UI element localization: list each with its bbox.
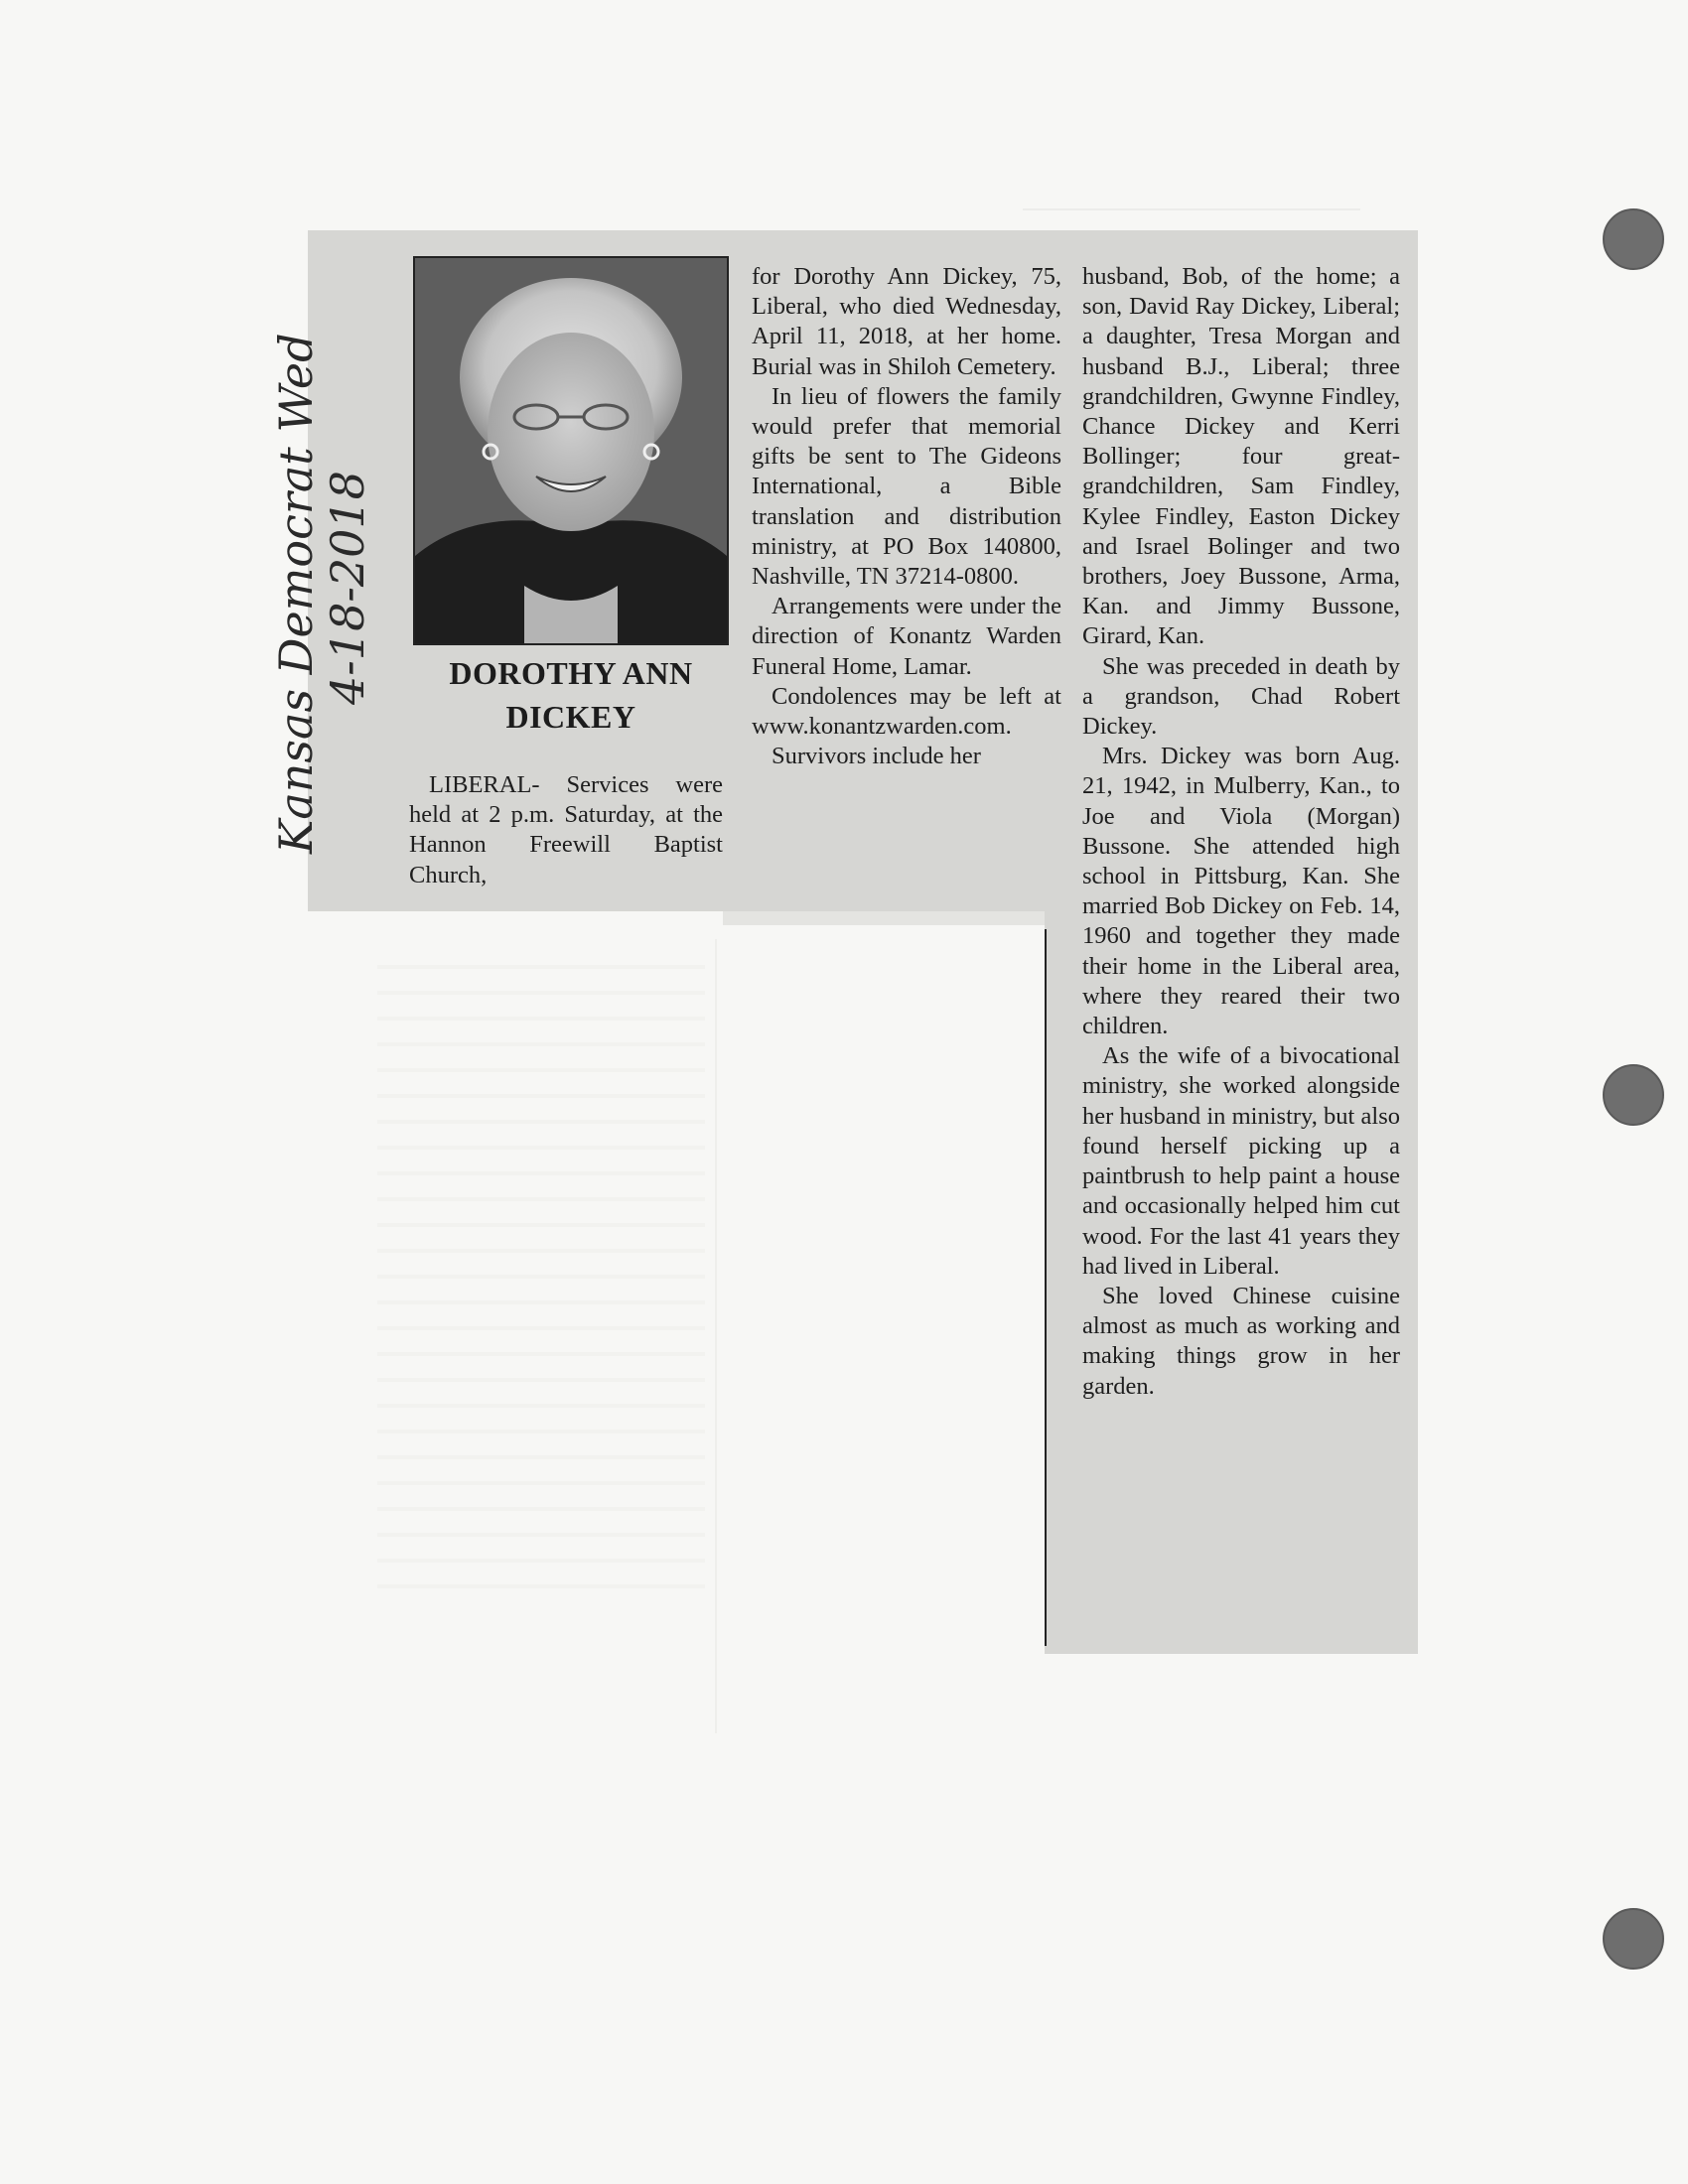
portrait-illustration bbox=[415, 258, 727, 643]
paragraph: As the wife of a bivocational ministry, she worked alongside her husband in ministry, but also found herself picking up a paintbrush to help paint a house and occasionally helped him cut wood. For the last 41 years they had lived in Liberal. bbox=[1082, 1042, 1400, 1280]
portrait-photo bbox=[413, 256, 729, 645]
paragraph: She loved Chinese cuisine almost as much as working and making things grow in her garden. bbox=[1082, 1282, 1400, 1400]
paragraph: Condolences may be left at www.konantzwarden.com. bbox=[752, 682, 1061, 741]
paragraph: In lieu of flowers the family would prefer that memorial gifts be sent to The Gideons International, a Bible translation and distribution ministry, at PO Box 140800, Nashville, TN 37214-0800. bbox=[752, 382, 1061, 591]
punch-hole-top bbox=[1603, 208, 1664, 270]
paragraph: Mrs. Dickey was born Aug. 21, 1942, in Mulberry, Kan., to Joe and Viola (Morgan) Bussone. She attended high school in Pittsburg, Kan. She married Bob Dickey on Feb. 14, 1960 and together they made their home in the Liberal area, where they reared their two children. bbox=[1082, 743, 1400, 1040]
column-1 bbox=[409, 770, 723, 890]
handwritten-line-2: 4-18-2018 bbox=[321, 471, 374, 705]
paragraph: LIBERAL- Services were held at 2 p.m. Saturday, at the Hannon Freewill Baptist Church, bbox=[409, 771, 723, 888]
bleed-through-texture bbox=[1023, 149, 1360, 210]
punch-hole-middle bbox=[1603, 1064, 1664, 1126]
handwritten-note bbox=[269, 333, 374, 854]
paragraph: Arrangements were under the direction of Konantz Warden Funeral Home, Lamar. bbox=[752, 593, 1061, 680]
punch-hole-bottom bbox=[1603, 1908, 1664, 1970]
headline-line-1: DOROTHY ANN bbox=[449, 655, 693, 691]
bleed-through-texture bbox=[715, 939, 717, 1733]
clipping-shadow bbox=[723, 911, 1045, 925]
column-3 bbox=[1082, 262, 1400, 1402]
column-2 bbox=[752, 262, 1061, 771]
obituary-headline bbox=[407, 651, 735, 739]
paragraph: Survivors include her bbox=[772, 743, 981, 770]
paragraph: husband, Bob, of the home; a son, David Ray Dickey, Liberal; a daughter, Tresa Morgan and husband B.J., Liberal; three grandchildren, Gwynne Findley, Chance Dickey and Kerri Bollinger; four great-grandchildren, Sam Findley, Kylee Findley, Easton Dickey and Israel Bolinger and two brothers, Joey Bussone, Arma, Kan. and Jimmy Bussone, Girard, Kan. bbox=[1082, 263, 1400, 650]
paragraph: for Dorothy Ann Dickey, 75, Liberal, who died Wednesday, April 11, 2018, at her home. Burial was in Shiloh Cemetery. bbox=[752, 263, 1061, 380]
paragraph: She was preceded in death by a grandson, Chad Robert Dickey. bbox=[1082, 652, 1400, 741]
column-rule bbox=[1045, 929, 1047, 1646]
handwritten-line-1: Kansas Democrat Wed bbox=[269, 333, 323, 854]
headline-line-2: DICKEY bbox=[505, 699, 636, 735]
bleed-through-texture bbox=[377, 943, 705, 1588]
